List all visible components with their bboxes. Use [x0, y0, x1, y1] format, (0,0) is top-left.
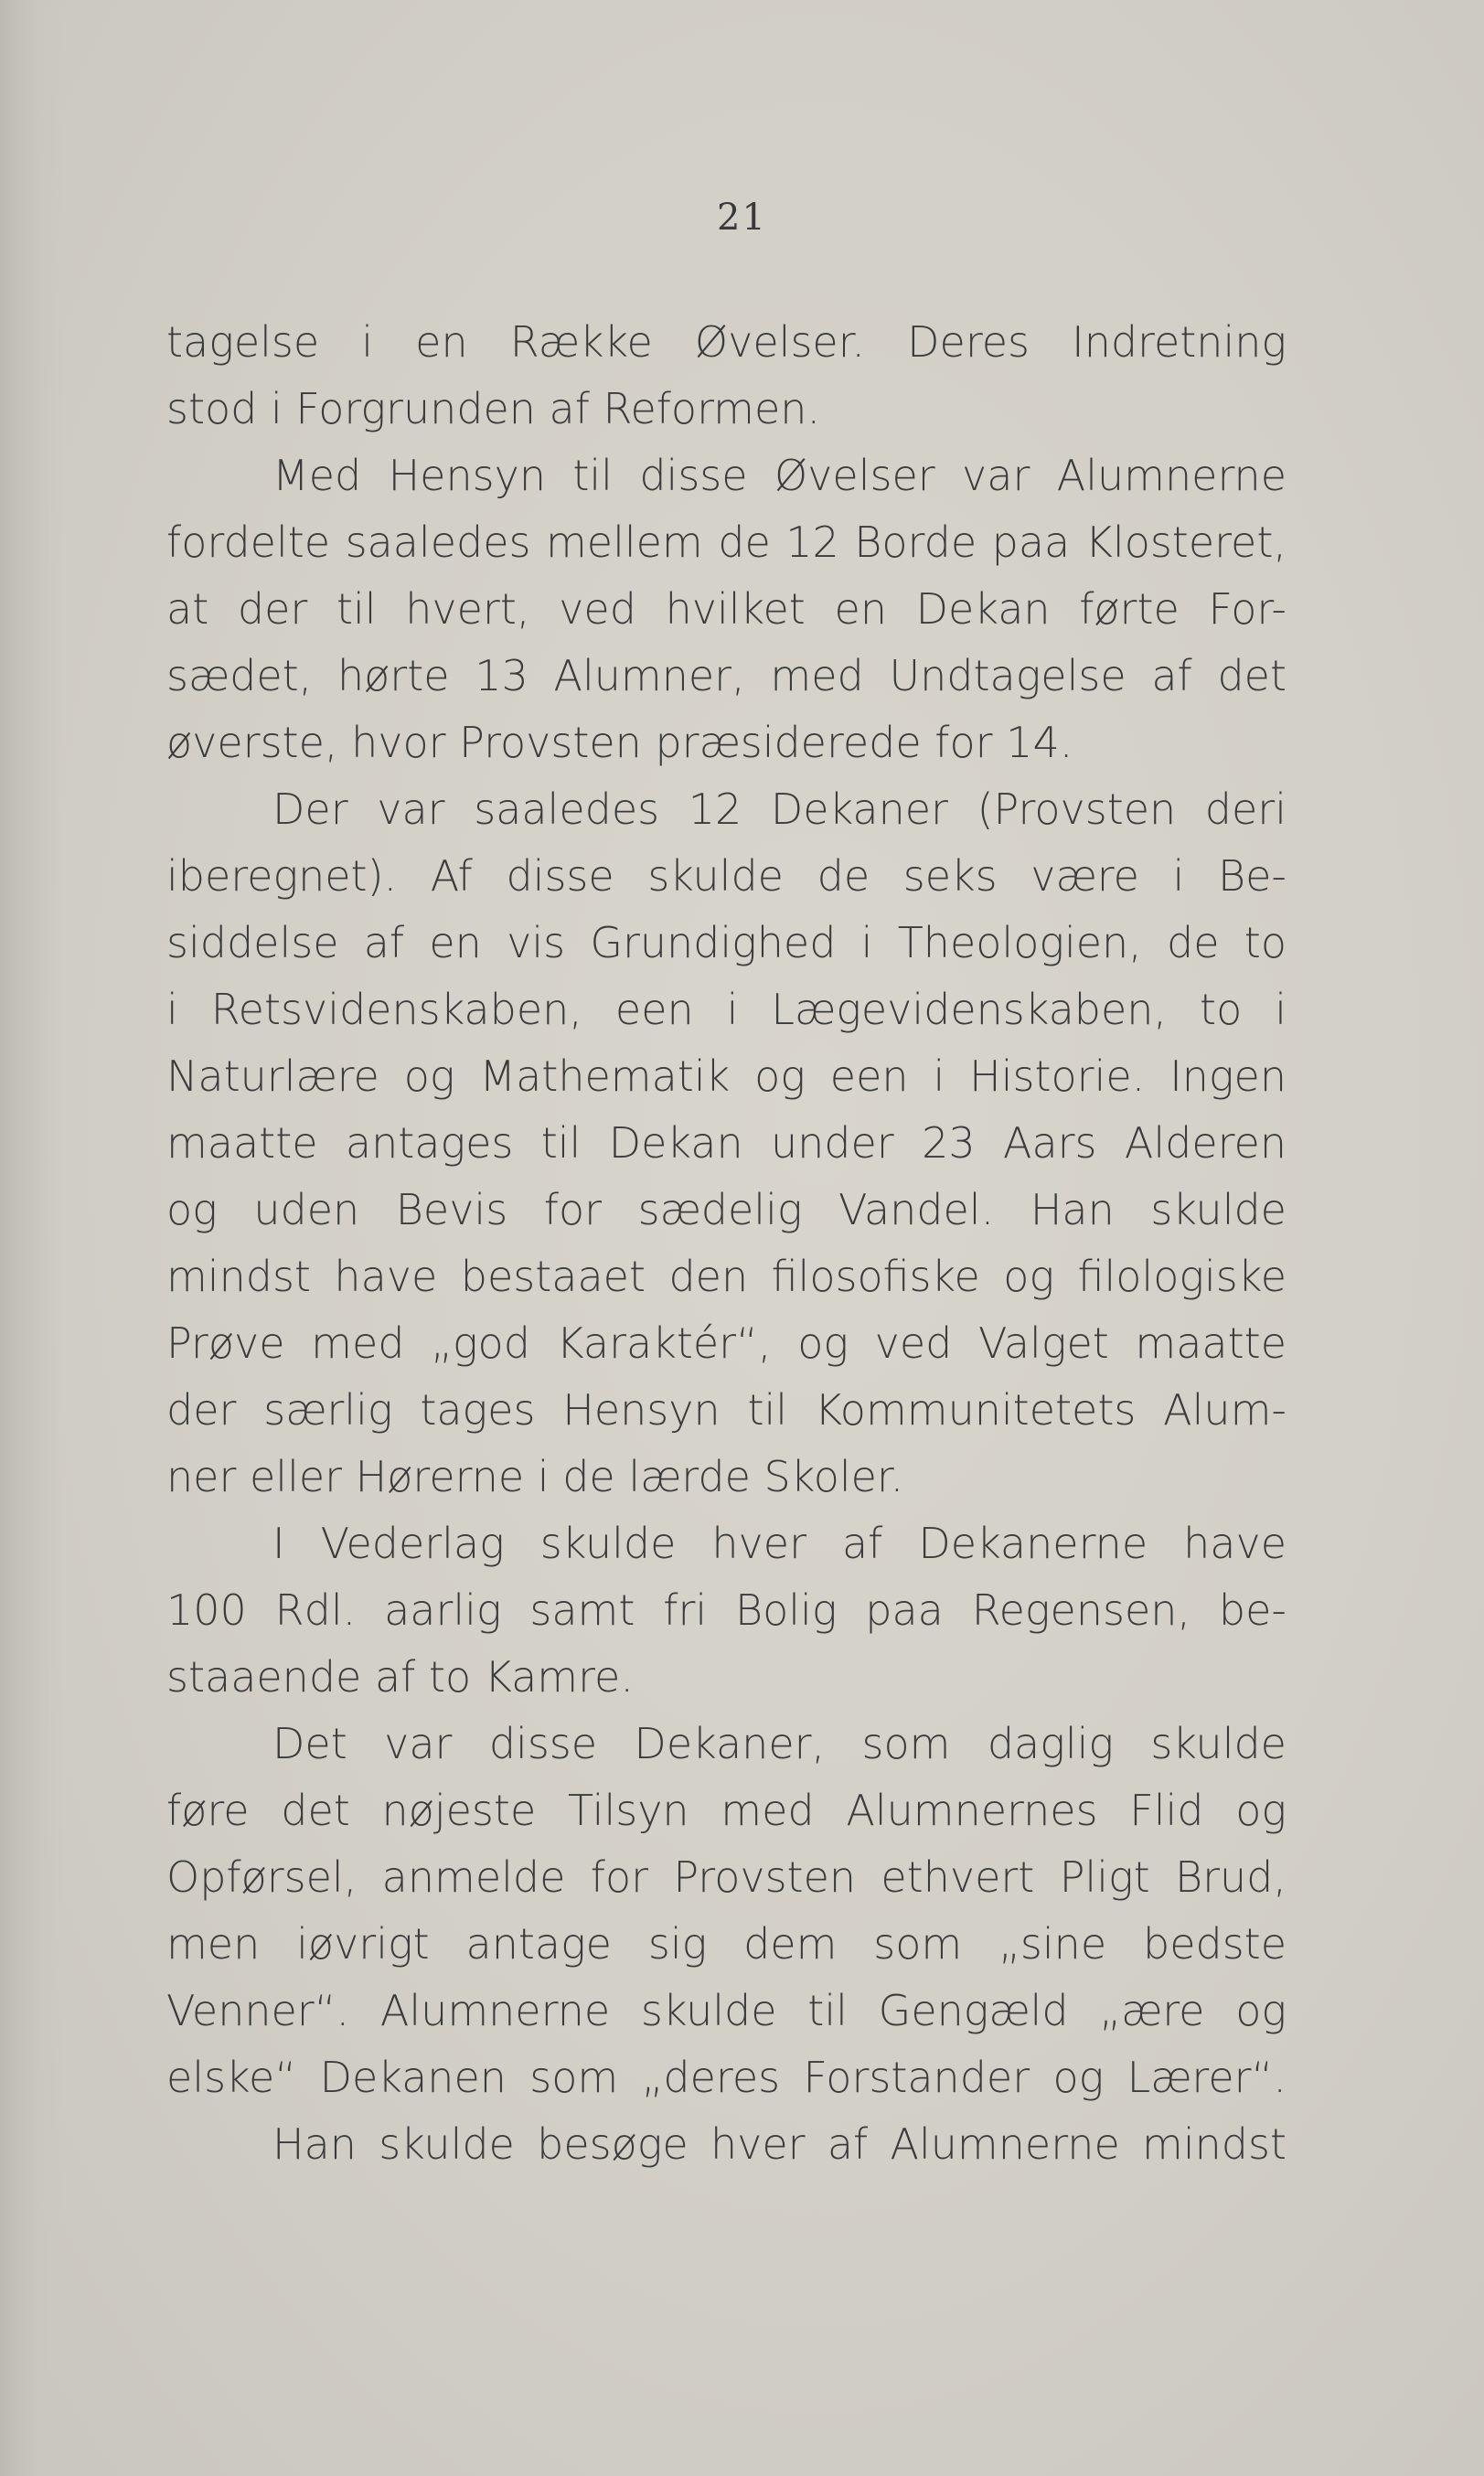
text-line: I Vederlag skulde hver af Dekanerne have: [272, 1519, 1286, 1568]
body-text: [166, 309, 1286, 2178]
text-line: staaende af to Kamre.: [166, 1652, 634, 1702]
text-line: Prøve med „god Karaktér“, og ved Valget maatte: [166, 1318, 1286, 1368]
text-line: Der var saaledes 12 Dekaner (Provsten deri: [272, 784, 1286, 834]
text-line: fordelte saaledes mellem de 12 Borde paa Klosteret,: [166, 518, 1286, 567]
text-line: mindst have bestaaet den filosofiske og filologiske: [166, 1252, 1286, 1301]
text-line: Naturlære og Mathematik og een i Historie. Ingen: [166, 1051, 1286, 1101]
text-line: maatte antages til Dekan under 23 Aars Alderen: [166, 1118, 1286, 1168]
page-number: 21: [717, 197, 767, 239]
text-line: ner eller Hørerne i de lærde Skoler.: [166, 1452, 904, 1501]
text-line: tagelse i en Række Øvelser. Deres Indretning: [166, 317, 1286, 367]
text-line: siddelse af en vis Grundighed i Theologien, de to: [166, 918, 1286, 967]
text-line: i Retsvidenskaben, een i Lægevidenskaben, to i: [166, 985, 1286, 1034]
text-line: 100 Rdl. aarlig samt fri Bolig paa Regensen, be-: [166, 1585, 1286, 1635]
text-line: Det var disse Dekaner, som daglig skulde: [272, 1719, 1286, 1768]
text-line: at der til hvert, ved hvilket en Dekan førte For-: [166, 584, 1286, 634]
text-line: iberegnet). Af disse skulde de seks være i Be-: [166, 851, 1286, 901]
text-line: sædet, hørte 13 Alumner, med Undtagelse af det: [166, 651, 1286, 700]
text-line: Opførsel, anmelde for Provsten ethvert Pligt Brud,: [166, 1852, 1286, 1902]
binding-shadow: [0, 0, 64, 2476]
text-line: elske“ Dekanen som „deres Forstander og Lærer“.: [166, 2053, 1286, 2102]
text-line: føre det nøjeste Tilsyn med Alumnernes Flid og: [166, 1786, 1286, 1835]
text-line: Venner“. Alumnerne skulde til Gengæld „ære og: [166, 1986, 1286, 2035]
text-line: Han skulde besøge hver af Alumnerne mindst: [272, 2119, 1286, 2169]
text-line: Med Hensyn til disse Øvelser var Alumnerne: [272, 451, 1286, 500]
text-line: der særlig tages Hensyn til Kommunitetets Alum-: [166, 1385, 1286, 1435]
text-line: øverste, hvor Provsten præsiderede for 14.: [166, 718, 1073, 767]
text-line: men iøvrigt antage sig dem som „sine bedste: [166, 1919, 1286, 1969]
text-line: stod i Forgrunden af Reformen.: [166, 384, 821, 433]
text-line: og uden Bevis for sædelig Vandel. Han skulde: [166, 1185, 1286, 1234]
